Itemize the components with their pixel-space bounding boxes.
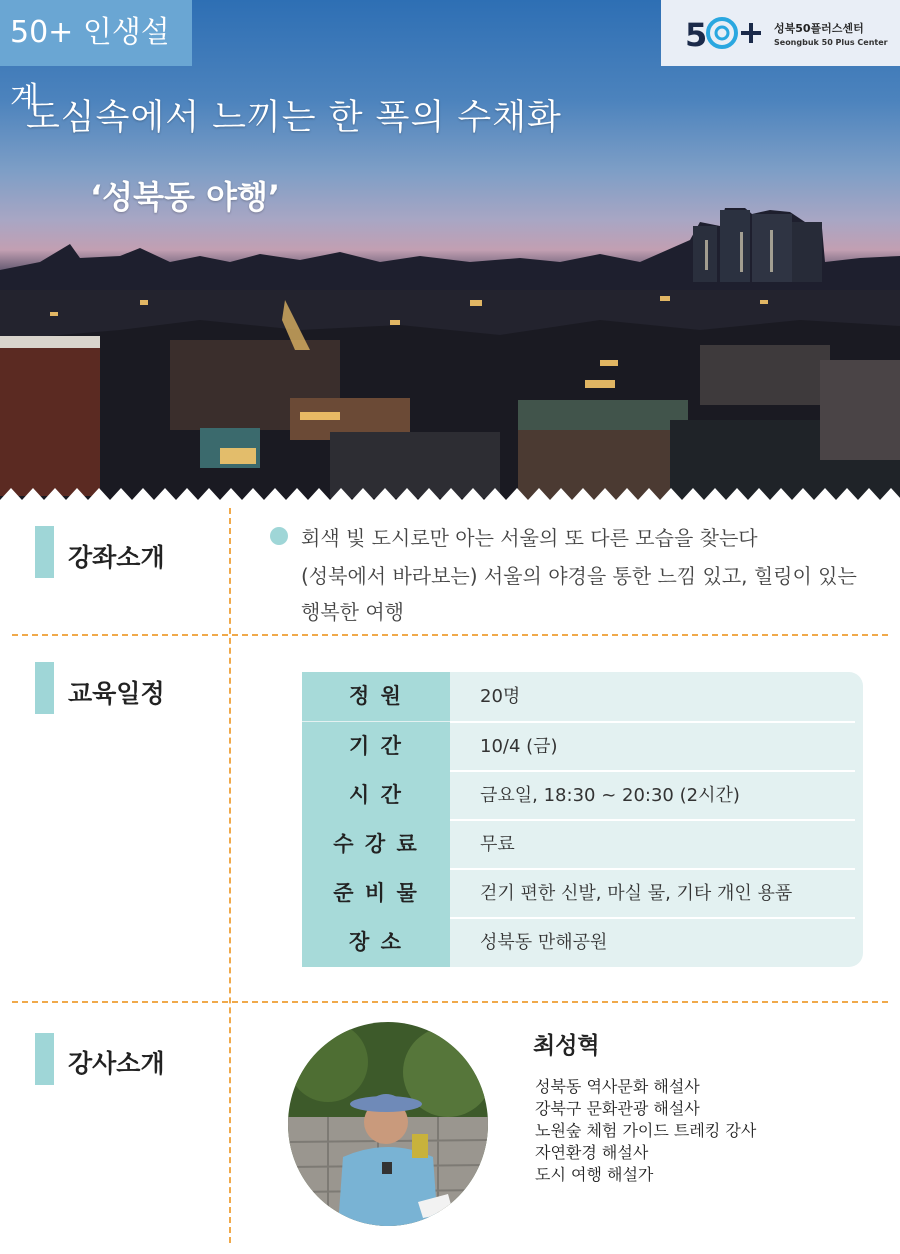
center-logo (661, 0, 900, 66)
table-key: 장 소 (302, 918, 450, 967)
zigzag-divider (0, 488, 900, 508)
instructor-role: 강북구 문화관광 해설사 (535, 1099, 700, 1118)
svg-text:5: 5 (685, 16, 708, 53)
program-tag: 50+ 인생설계 (0, 0, 192, 66)
instructor-role: 노원숲 체험 가이드 트레킹 강사 (535, 1121, 757, 1140)
table-value: 성북동 만해공원 (480, 932, 608, 953)
table-key: 기 간 (302, 722, 450, 771)
schedule-section-label: 교육일정 (68, 679, 165, 708)
instructor-role: 자연환경 해설사 (535, 1143, 649, 1162)
instructor-role: 성북동 역사문화 해설사 (535, 1077, 700, 1096)
table-row (302, 869, 863, 918)
intro-text-line: 행복한 여행 (301, 600, 404, 624)
logo-korean-name: 성북50플러스센터 (774, 22, 864, 35)
table-key: 준 비 물 (302, 869, 450, 918)
page-title: 도심속에서 느끼는 한 폭의 수채화 (26, 98, 562, 138)
logo-english-name: Seongbuk 50 Plus Center (774, 38, 888, 47)
section-divider (12, 634, 888, 636)
table-row (302, 722, 863, 771)
table-key: 수 강 료 (302, 820, 450, 869)
instructor-role: 도시 여행 해설가 (535, 1165, 654, 1184)
table-row (302, 672, 863, 721)
table-value: 10/4 (금) (480, 736, 558, 757)
table-key: 시 간 (302, 771, 450, 820)
instructor-section-label: 강사소개 (68, 1049, 165, 1078)
section-divider (12, 1001, 888, 1003)
table-value: 20명 (480, 686, 521, 707)
section-accent-bar (35, 1033, 54, 1085)
section-accent-bar (35, 662, 54, 714)
table-row (302, 820, 863, 869)
table-value: 무료 (480, 834, 515, 855)
intro-section-label: 강좌소개 (68, 543, 165, 572)
intro-text-line: 회색 빛 도시로만 아는 서울의 또 다른 모습을 찾는다 (301, 526, 758, 550)
night-cityscape-image (0, 0, 900, 500)
intro-text-line: (성북에서 바라보는) 서울의 야경을 통한 느낌 있고, 힐링이 있는 (301, 564, 857, 588)
hero-banner (0, 0, 900, 500)
table-row (302, 918, 863, 967)
50-plus-logo-icon (685, 13, 767, 53)
vertical-divider (229, 508, 231, 1243)
page-subtitle: ‘성북동 야행’ (90, 178, 281, 216)
table-key: 정 원 (302, 672, 450, 721)
instructor-photo (288, 1022, 488, 1226)
table-value: 걷기 편한 신발, 마실 물, 기타 개인 용품 (480, 883, 793, 904)
table-row (302, 771, 863, 820)
section-accent-bar (35, 526, 54, 578)
bullet-dot (270, 527, 288, 545)
schedule-table (302, 672, 863, 967)
instructor-name: 최성혁 (533, 1033, 600, 1059)
table-value: 금요일, 18:30 ~ 20:30 (2시간) (480, 785, 740, 806)
